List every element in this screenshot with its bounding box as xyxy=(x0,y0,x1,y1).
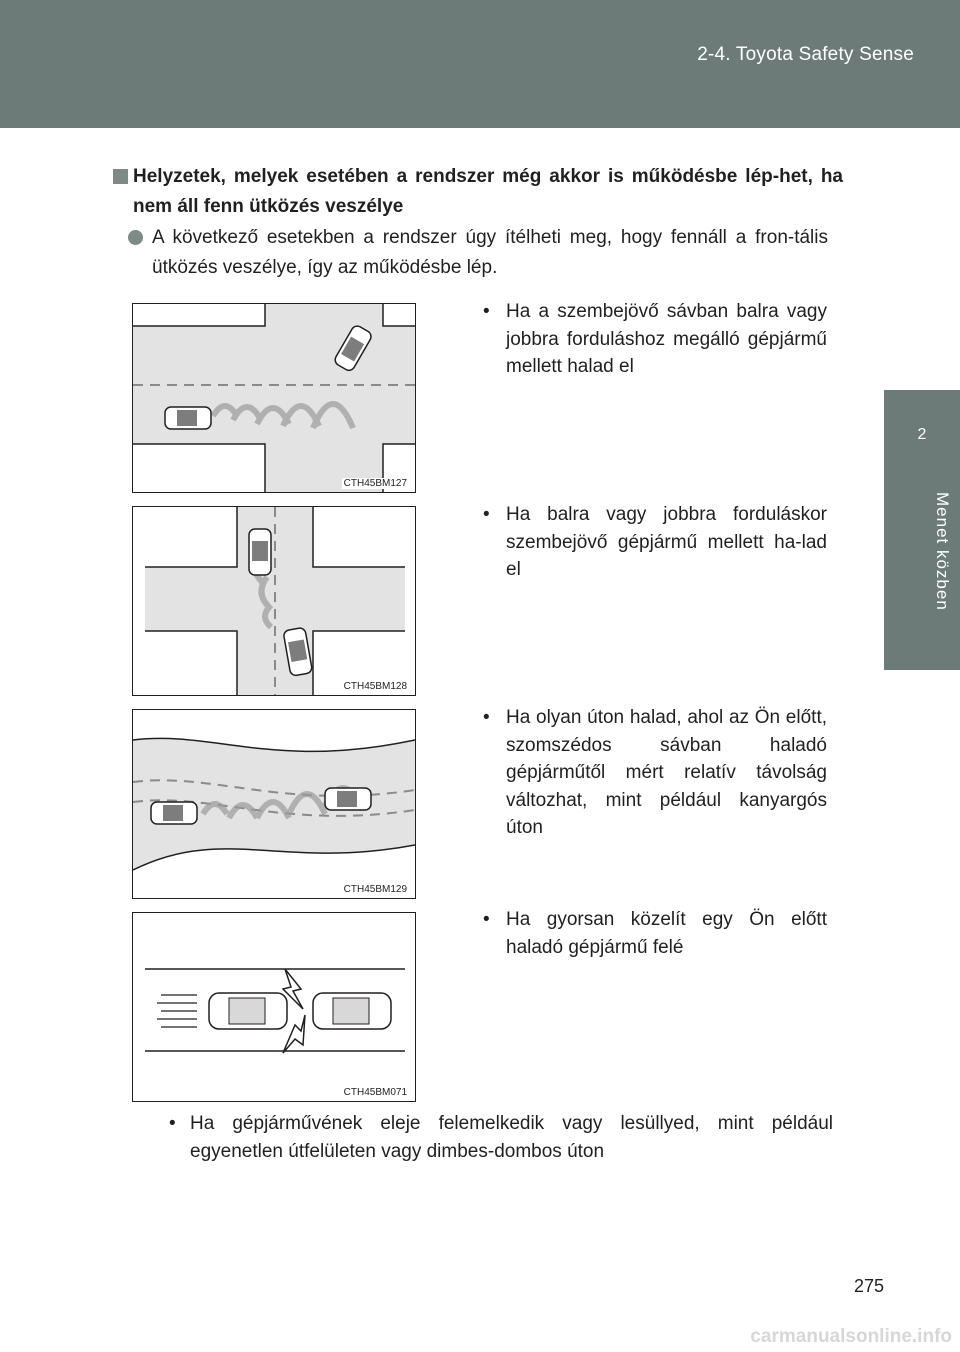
list-item-text: Ha a szembejövő sávban balra vagy jobbra forduláshoz megálló gépjármű mellett halad el xyxy=(506,301,827,377)
page-header xyxy=(0,0,960,128)
illustration-curved-road xyxy=(132,709,416,899)
section-title: 2-4. Toyota Safety Sense xyxy=(697,44,914,65)
watermark: carmanualsonline.info xyxy=(750,1326,952,1347)
heading-text: Helyzetek, melyek esetében a rendszer még akkor is működésbe lép-het, ha nem áll fenn ütközés veszélye xyxy=(133,166,843,217)
intro-text: A következő esetekben a rendszer úgy ítélheti meg, hogy fennáll a fron-tális ütközés veszélye, így az működésbe lép. xyxy=(152,227,828,278)
page-number: 275 xyxy=(853,1276,884,1296)
chapter-label-box xyxy=(884,480,960,670)
round-bullet-icon xyxy=(128,230,143,245)
bullet-icon: • xyxy=(169,1113,176,1134)
illustration-turning-past-oncoming xyxy=(132,506,416,696)
list-item xyxy=(483,298,827,381)
list-item-bottom xyxy=(169,1110,833,1166)
section-heading xyxy=(113,162,843,222)
chapter-label: Menet közben xyxy=(933,492,952,611)
list-item xyxy=(483,906,827,961)
illustration-rapid-approach xyxy=(132,912,416,1102)
list-item-text: Ha gyorsan közelít egy Ön előtt haladó gépjármű felé xyxy=(506,909,827,958)
figure-code: CTH45BM128 xyxy=(343,681,407,692)
figure-code: CTH45BM127 xyxy=(343,478,407,489)
illustration-oncoming-turning-vehicle xyxy=(132,303,416,493)
list-item xyxy=(483,704,827,842)
list-item-text: Ha gépjárművének eleje felemelkedik vagy lesüllyed, mint például egyenetlen útfelületen vagy dimbes-dombos úton xyxy=(190,1113,833,1162)
list-item-text: Ha olyan úton halad, ahol az Ön előtt, szomszédos sávban haladó gépjárműtől mért relatív távolság változhat, mint például kanyargós úton xyxy=(506,707,827,838)
figure-code: CTH45BM129 xyxy=(343,884,407,895)
bullet-icon: • xyxy=(483,909,490,930)
bullet-icon: • xyxy=(483,301,490,322)
square-bullet-icon xyxy=(113,169,128,184)
bullet-icon: • xyxy=(483,504,490,525)
list-item xyxy=(483,501,827,584)
chapter-side-tab xyxy=(884,128,960,1352)
list-item-text: Ha balra vagy jobbra forduláskor szembejövő gépjármű mellett ha-lad el xyxy=(506,504,827,580)
chapter-number: 2 xyxy=(884,390,960,480)
figure-code: CTH45BM071 xyxy=(343,1087,407,1098)
intro-paragraph xyxy=(128,223,828,283)
bullet-icon: • xyxy=(483,707,490,728)
